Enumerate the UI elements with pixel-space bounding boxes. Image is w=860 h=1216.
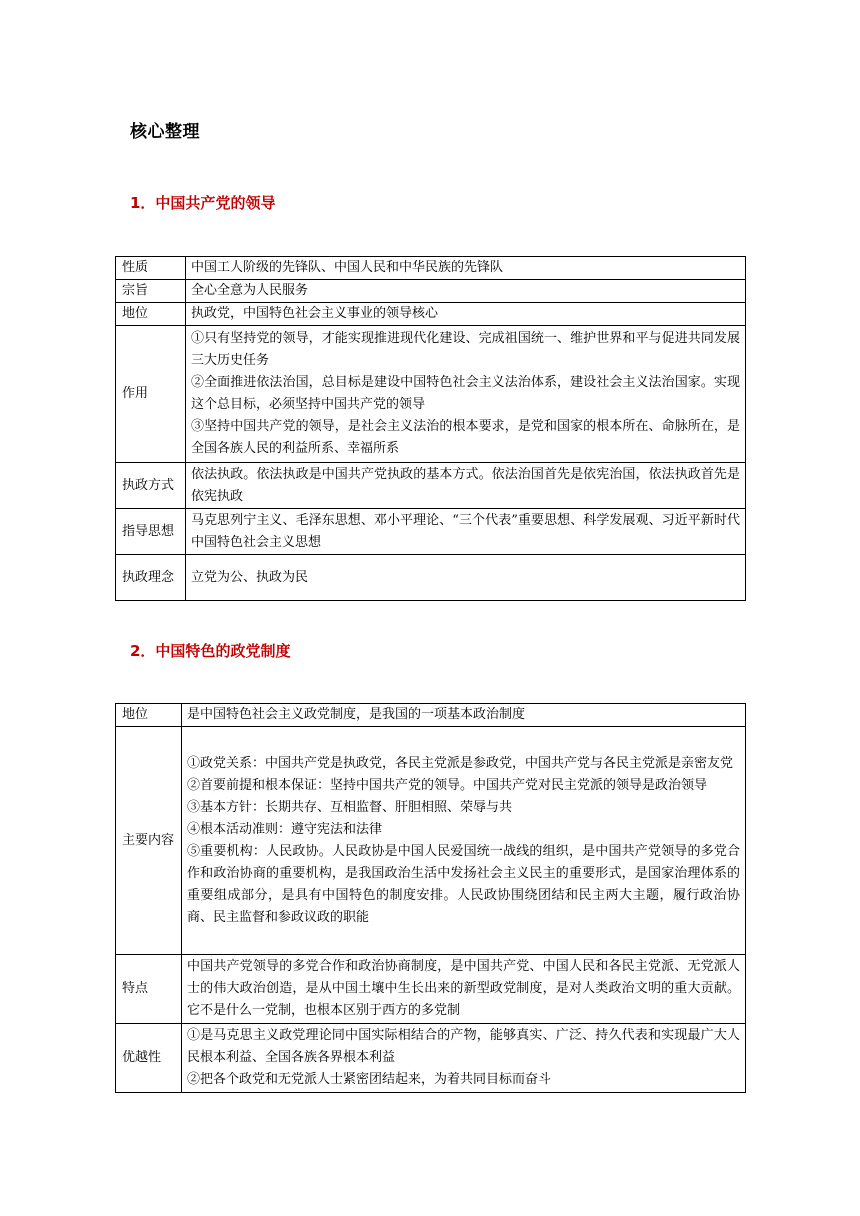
row-label: 执政理念 bbox=[116, 555, 186, 601]
table-row bbox=[116, 1024, 746, 1093]
row-label: 地位 bbox=[116, 303, 186, 326]
row-text: 中国共产党领导的多党合作和政治协商制度，是中国共产党、中国人民和各民主党派、无党派人士的伟大政治创造，是从中国土壤中生长出来的新型政党制度，是对人类政治文明的重大贡献。它不是什么一党制，也根本区别于西方的多党制 bbox=[187, 959, 740, 1018]
table-row bbox=[116, 555, 746, 601]
table-row bbox=[116, 727, 746, 955]
row-label: 特点 bbox=[116, 955, 182, 1024]
row-text: 立党为公、执政为民 bbox=[191, 569, 309, 585]
table-row bbox=[116, 326, 746, 463]
section-title-party-system: 2．中国特色的政党制度 bbox=[130, 642, 291, 660]
row-label: 地位 bbox=[116, 704, 182, 727]
row-text: 马克思列宁主义、毛泽东思想、邓小平理论、“三个代表”重要思想、科学发展观、习近平新时代中国特色社会主义思想 bbox=[191, 512, 740, 550]
row-content bbox=[186, 303, 746, 326]
row-text: ④根本活动准则：遵守宪法和法律 bbox=[187, 821, 383, 837]
row-content bbox=[186, 463, 746, 509]
row-content bbox=[186, 326, 746, 463]
row-label: 作用 bbox=[116, 326, 186, 463]
row-text: ②全面推进依法治国，总目标是建设中国特色社会主义法治体系，建设社会主义法治国家。实现这个总目标，必须坚持中国共产党的领导 bbox=[191, 375, 740, 412]
row-text: ②把各个政党和无党派人士紧密团结起来，为着共同目标而奋斗 bbox=[187, 1072, 552, 1087]
party-system-table bbox=[115, 703, 746, 1093]
row-text: ①政党关系：中国共产党是执政党，各民主党派是参政党，中国共产党与各民主党派是亲密友党 bbox=[187, 755, 734, 771]
table-row bbox=[116, 509, 746, 555]
row-label: 优越性 bbox=[116, 1024, 182, 1093]
page-title: 核心整理 bbox=[130, 122, 200, 142]
row-label: 执政方式 bbox=[116, 463, 186, 509]
row-content bbox=[182, 1024, 746, 1093]
row-label: 指导思想 bbox=[116, 509, 186, 555]
row-text: 全心全意为人民服务 bbox=[191, 283, 309, 298]
row-label: 宗旨 bbox=[116, 280, 186, 303]
row-label: 主要内容 bbox=[116, 727, 182, 955]
row-text: ③基本方针：长期共存、互相监督、肝胆相照、荣辱与共 bbox=[187, 799, 513, 815]
row-text: ①是马克思主义政党理论同中国实际相结合的产物，能够真实、广泛、持久代表和实现最广大人民根本利益、全国各族各界根本利益 bbox=[187, 1028, 740, 1065]
table-row bbox=[116, 704, 746, 727]
table-row bbox=[116, 280, 746, 303]
row-label: 性质 bbox=[116, 257, 186, 280]
row-content bbox=[186, 257, 746, 280]
row-text: ①只有坚持党的领导，才能实现推进现代化建设、完成祖国统一、维护世界和平与促进共同发展三大历史任务 bbox=[191, 331, 740, 368]
table-row bbox=[116, 955, 746, 1024]
row-content bbox=[182, 955, 746, 1024]
row-text: ②首要前提和根本保证：坚持中国共产党的领导。中国共产党对民主党派的领导是政治领导 bbox=[187, 777, 708, 793]
row-text: 是中国特色社会主义政党制度，是我国的一项基本政治制度 bbox=[187, 707, 526, 722]
row-text: ⑤重要机构：人民政协。人民政协是中国人民爱国统一战线的组织，是中国共产党领导的多党合作和政治协商的重要机构，是我国政治生活中发扬社会主义民主的重要形式，是国家治理体系的重要组成部分，是具有中国特色的制度安排。人民政协围绕团结和民主两大主题，履行政治协商、民主监督和参政议政的职能 bbox=[187, 843, 740, 925]
row-content bbox=[186, 555, 746, 601]
row-content bbox=[182, 704, 746, 727]
row-content bbox=[182, 727, 746, 955]
table-row bbox=[116, 303, 746, 326]
row-text: 执政党，中国特色社会主义事业的领导核心 bbox=[191, 306, 439, 321]
party-leadership-table bbox=[115, 256, 746, 601]
table-row bbox=[116, 463, 746, 509]
row-content bbox=[186, 509, 746, 555]
row-text: 中国工人阶级的先锋队、中国人民和中华民族的先锋队 bbox=[191, 260, 504, 275]
row-text: ③坚持中国共产党的领导，是社会主义法治的根本要求，是党和国家的根本所在、命脉所在，是全国各族人民的利益所系、幸福所系 bbox=[191, 419, 740, 456]
row-content bbox=[186, 280, 746, 303]
row-text: 依法执政。依法执政是中国共产党执政的基本方式。依法治国首先是依宪治国，依法执政首先是依宪执政 bbox=[191, 466, 740, 504]
table-row bbox=[116, 257, 746, 280]
section-title-party-leadership: 1．中国共产党的领导 bbox=[130, 194, 276, 212]
